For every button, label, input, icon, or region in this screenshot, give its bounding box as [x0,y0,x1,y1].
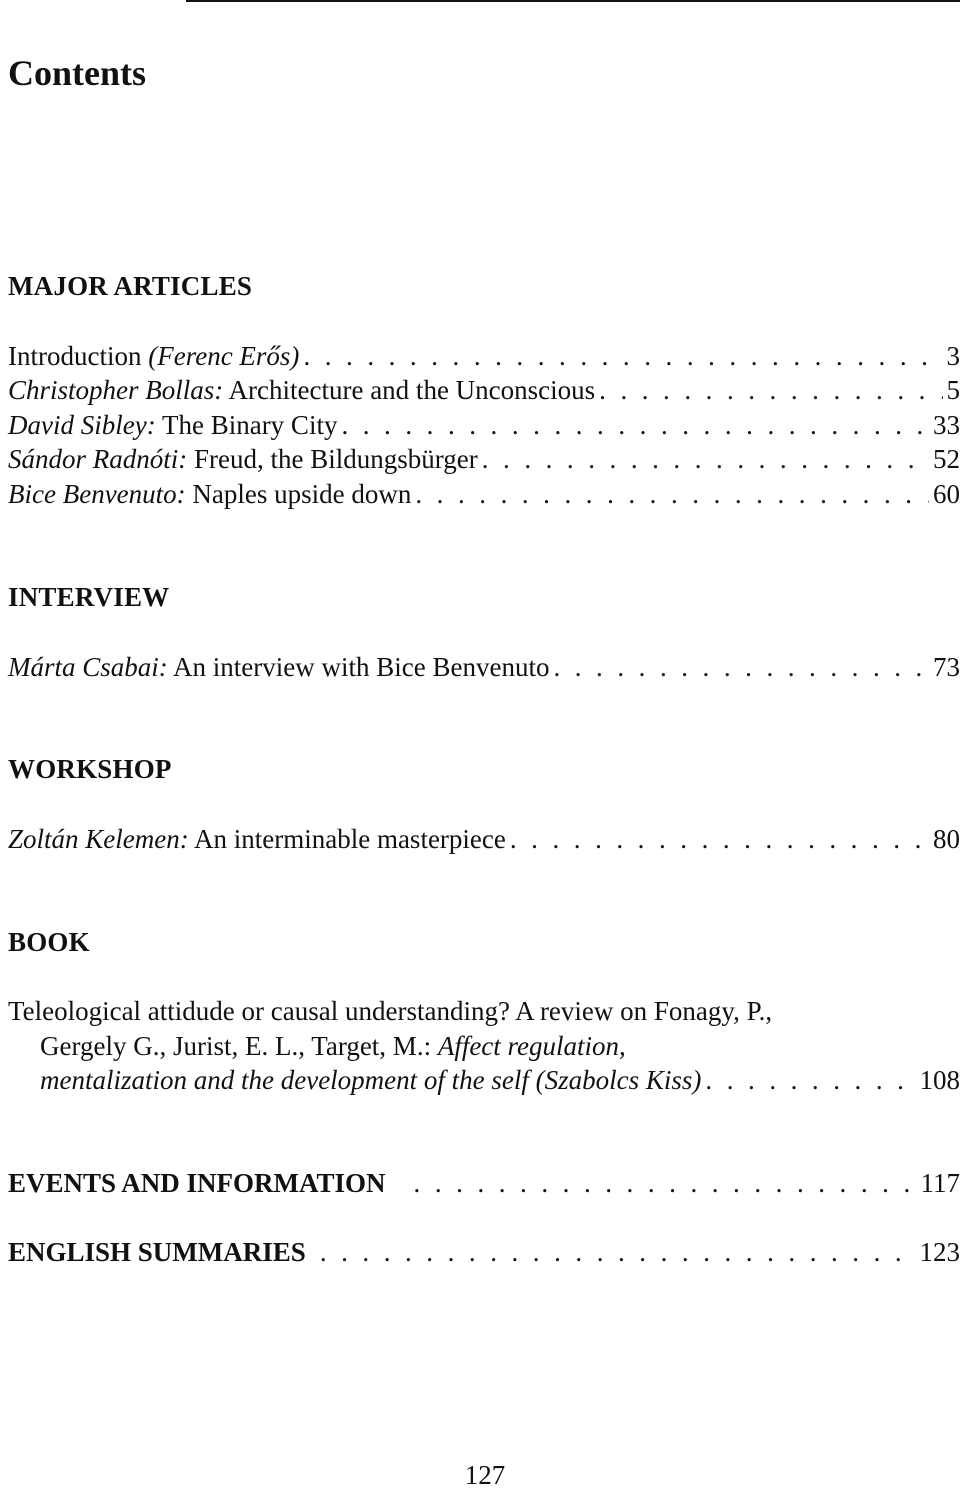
entry-heading: EVENTS AND INFORMATION [8,1168,386,1198]
entry-title: Naples upside down [192,479,412,509]
entry-title-italic: Affect regulation, [437,1030,626,1061]
entry-title-line: Gergely G., Jurist, E. L., Target, M.: [40,1030,432,1061]
leader-dots [414,1166,917,1201]
leader-dots [303,339,942,374]
entry-page-number: 108 [919,1065,960,1095]
entry-reviewer: (Szabolcs Kiss) [535,1065,702,1095]
entry-title-line: Teleological attidude or causal understanding? A review on Fonagy, P., [8,996,773,1026]
entry-author: Christopher Bollas: [8,375,224,405]
section-heading-book: BOOK [8,927,90,957]
leader-dots [341,408,929,443]
entry-author: (Ferenc Erős) [148,341,300,371]
entry-page-number: 73 [933,652,960,682]
entry-page-number: 60 [933,479,960,509]
toc-entry-summaries[interactable] [8,1235,960,1270]
leader-dots [415,477,929,512]
entry-page-number: 52 [933,444,960,474]
toc-entry-introduction[interactable] [8,339,960,374]
entry-author: Zoltán Kelemen: [8,824,189,854]
leader-dots [320,1235,916,1270]
entry-page-number: 33 [933,410,960,440]
entry-page-number: 117 [920,1168,960,1198]
entry-author: Márta Csabai: [8,652,168,682]
toc-entry-kelemen[interactable] [8,822,960,857]
entry-title-italic: mentalization and the development of the self [40,1065,529,1095]
entry-title: Introduction [8,341,149,371]
section-heading-interview: INTERVIEW [8,582,170,612]
entry-title: An interview with Bice Benvenuto [173,652,550,682]
entry-author: Bice Benvenuto: [8,479,186,509]
page-title: Contents [8,53,147,93]
toc-entry-book-review[interactable] [8,994,960,1098]
toc-entry-radnoti[interactable] [8,442,960,477]
leader-dots [599,373,942,408]
entry-title: Freud, the Bildungsbürger [194,444,478,474]
page-number: 127 [464,1460,506,1490]
toc-entry-sibley[interactable] [8,408,960,443]
section-heading-workshop: WORKSHOP [8,754,172,784]
leader-dots [705,1063,915,1098]
entry-page-number: 3 [946,341,960,371]
entry-title: An interminable masterpiece [194,824,506,854]
toc-entry-bollas[interactable] [8,373,960,408]
entry-title: Architecture and the Unconscious [228,375,596,405]
entry-page-number: 123 [919,1237,960,1267]
leader-dots [553,650,929,685]
toc-entry-events[interactable] [8,1166,960,1201]
toc-entry-csabai[interactable] [8,650,960,685]
entry-title: The Binary City [161,410,338,440]
section-heading-major-articles: MAJOR ARTICLES [8,271,253,301]
leader-dots [510,822,929,857]
entry-author: David Sibley: [8,410,156,440]
entry-heading: ENGLISH SUMMARIES [8,1237,306,1267]
entry-author: Sándor Radnóti: [8,444,188,474]
leader-dots [482,442,929,477]
toc-entry-benvenuto[interactable] [8,477,960,512]
top-rule [186,0,960,2]
entry-page-number: 5 [946,375,960,405]
entry-page-number: 80 [933,824,960,854]
